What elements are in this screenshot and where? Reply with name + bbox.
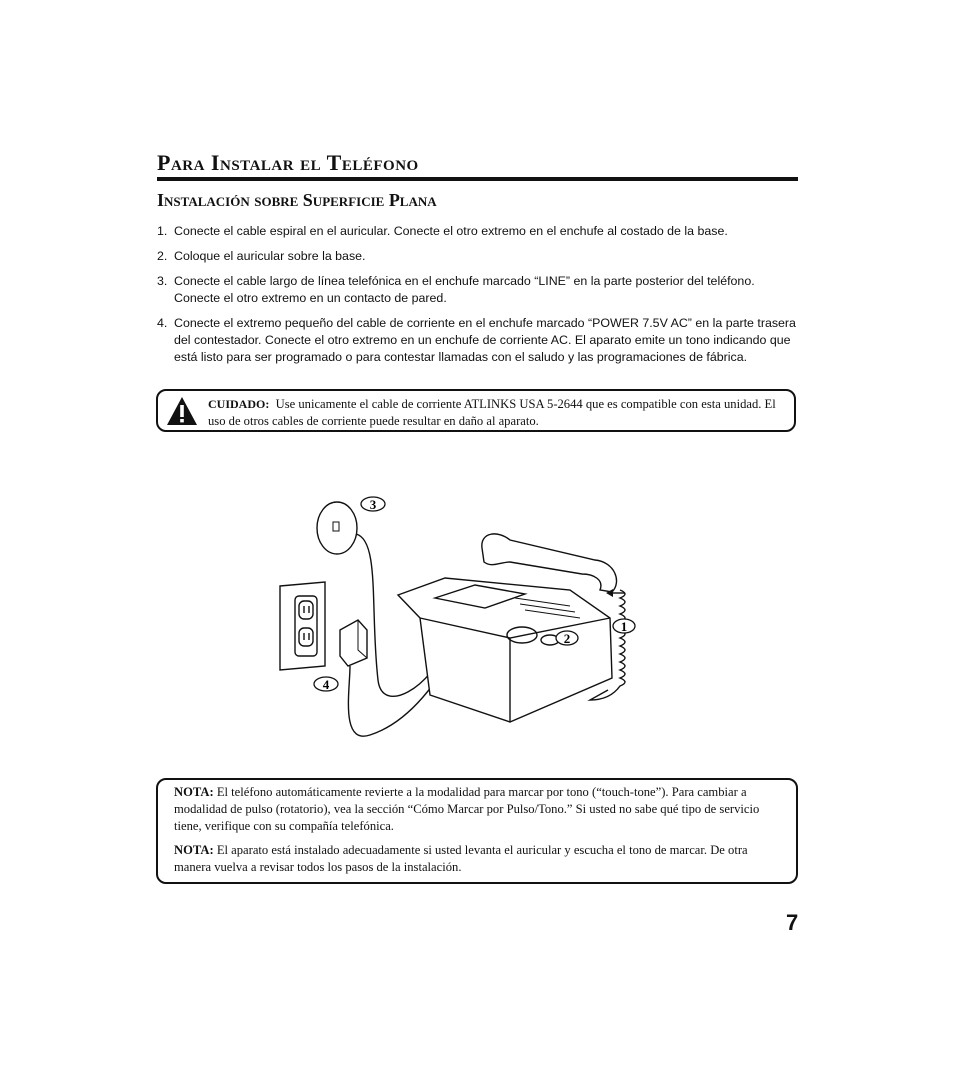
step-number: 4.: [157, 316, 168, 330]
callout-2: [556, 631, 578, 646]
caution-text: [208, 396, 790, 430]
step-item: [157, 248, 799, 265]
callout-3-label: 3: [369, 497, 377, 512]
note-label: NOTA:: [174, 843, 214, 857]
caution-label: CUIDADO:: [208, 397, 270, 411]
note-box: [156, 778, 798, 884]
note-paragraph: [174, 784, 784, 835]
step-text: Conecte el extremo pequeño del cable de corriente en el enchufe marcado “POWER 7.5V AC” en la parte trasera del contestador. Conecte el otro extremo en un enchufe de corriente AC. El aparato emite un tono indicando que está listo para ser programado o para contestar llamadas con el saludo y las programaciones de fábrica.: [174, 316, 796, 364]
step-text: Conecte el cable espiral en el auricular. Conecte el otro extremo en el enchufe al costado de la base.: [174, 224, 728, 238]
callout-1: [613, 619, 635, 634]
section-title: Instalación sobre Superficie Plana: [157, 190, 437, 210]
wall-jack: [317, 502, 357, 554]
installation-illustration: [270, 490, 670, 740]
power-adapter: [340, 620, 367, 666]
title-rule: [157, 177, 798, 181]
note-paragraph: [174, 842, 784, 876]
step-number: 1.: [157, 224, 168, 238]
note-label: NOTA:: [174, 785, 214, 799]
page-number: 7: [786, 910, 799, 935]
step-item: [157, 223, 799, 240]
step-text: Conecte el cable largo de línea telefónica en el enchufe marcado “LINE” en la parte posterior del teléfono. Conecte el otro extremo en un contacto de pared.: [174, 274, 755, 305]
phone-base: [398, 578, 612, 722]
callout-1-label: 1: [620, 619, 628, 634]
step-number: 3.: [157, 274, 168, 288]
callout-3: [361, 497, 385, 512]
callout-2-label: 2: [563, 631, 571, 646]
callout-4: [314, 677, 338, 692]
callout-4-label: 4: [322, 677, 330, 692]
note-text: El teléfono automáticamente revierte a la modalidad para marcar por tono (“touch-tone”). Para cambiar a modalidad de pulso (rotatorio), vea la sección “Cómo Marcar por Pulso/Tono.” Si usted no sabe qué tipo de servicio tiene, verifique con su compañía telefónica.: [174, 785, 760, 833]
caution-body: Use unicamente el cable de corriente ATLINKS USA 5-2644 que es compatible con esta unidad. El uso de otros cables de corriente puede resultar en daño al aparato.: [208, 397, 776, 428]
note-text: El aparato está instalado adecuadamente si usted levanta el auricular y escucha el tono de marcar. De otra manera vuelva a revisar todos los pasos de la instalación.: [174, 843, 748, 874]
steps-list: [157, 223, 799, 374]
warning-triangle-icon: [166, 395, 198, 427]
caution-box: [156, 389, 796, 432]
page-title: Para Instalar el Teléfono: [157, 150, 419, 175]
wall-outlet: [280, 582, 325, 670]
step-item: [157, 315, 799, 366]
step-number: 2.: [157, 249, 168, 263]
step-item: [157, 273, 799, 307]
step-text: Coloque el auricular sobre la base.: [174, 249, 366, 263]
